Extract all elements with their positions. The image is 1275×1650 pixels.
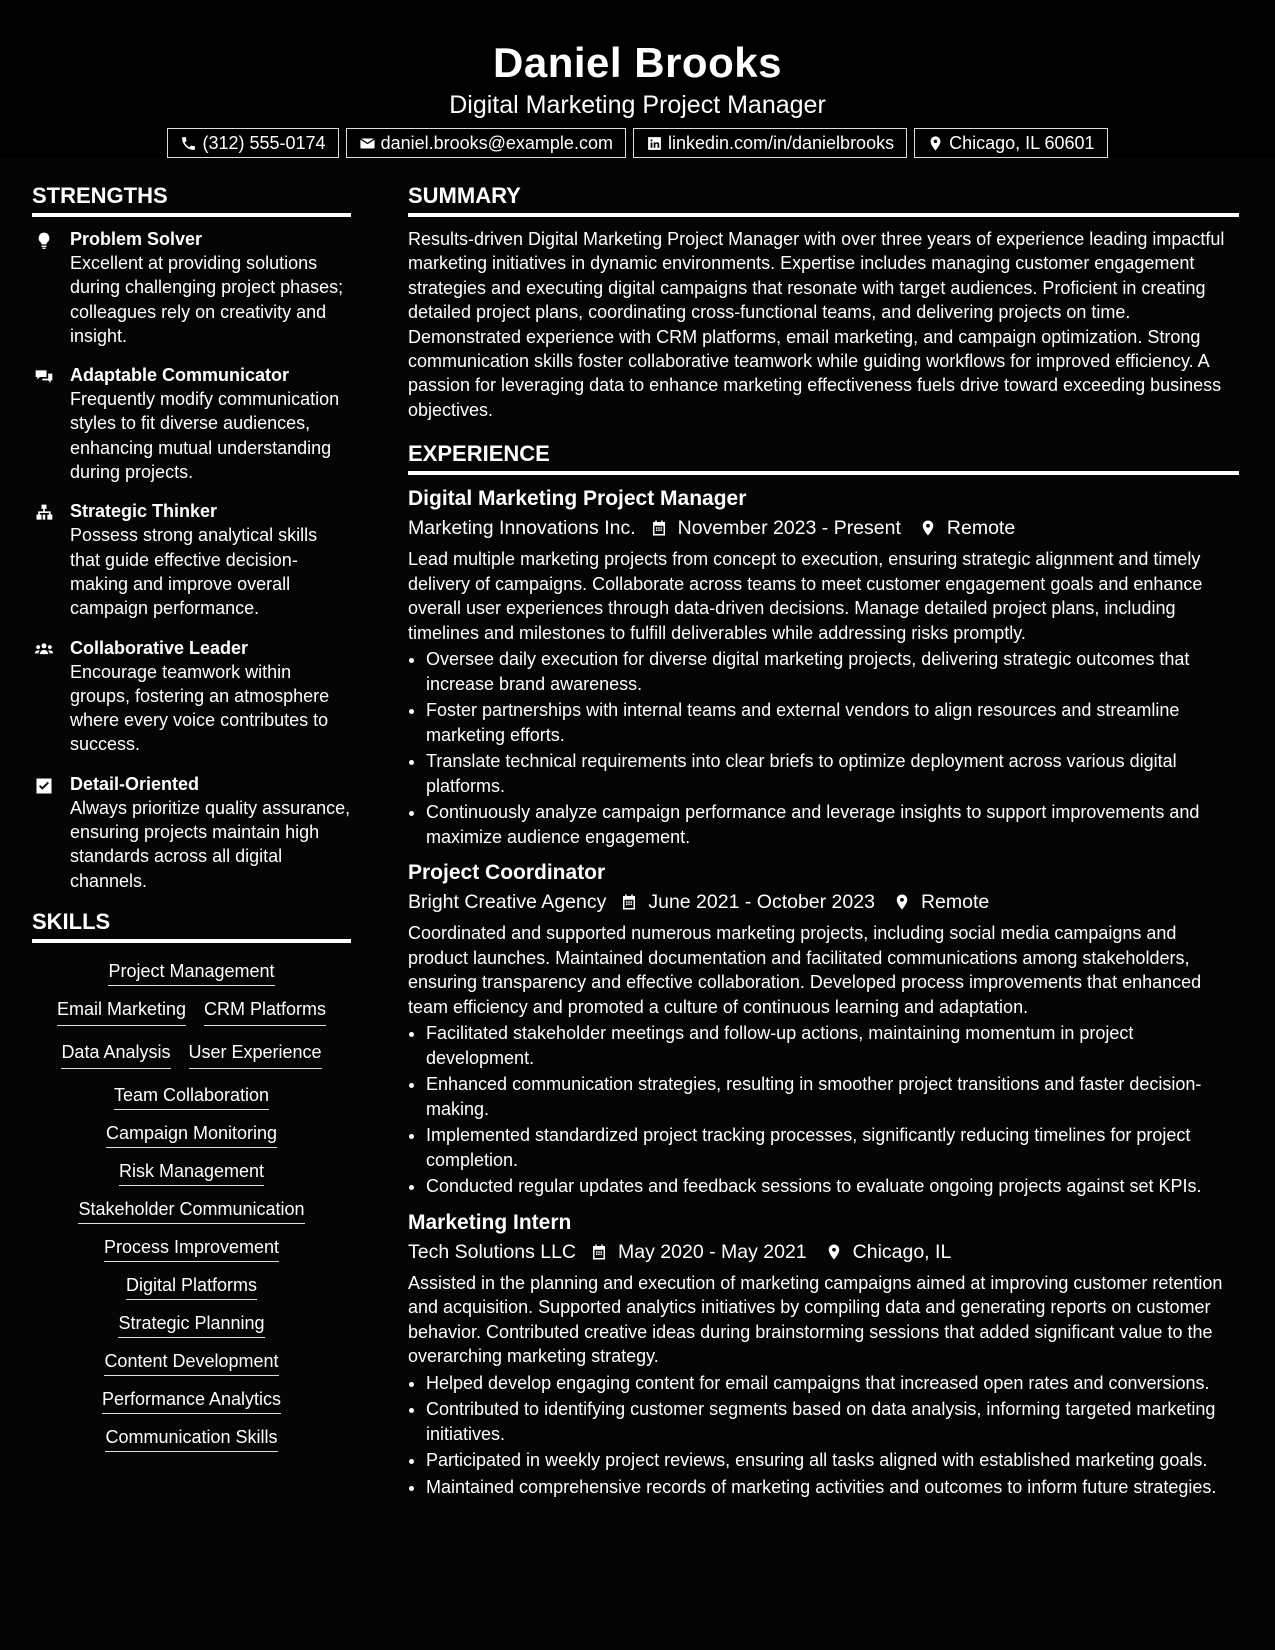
skill-tag: CRM Platforms	[204, 997, 326, 1026]
job-bullets	[408, 1371, 1239, 1500]
job-company: Tech Solutions LLC	[408, 1240, 577, 1263]
phone-icon	[180, 135, 197, 152]
calendar-icon	[620, 893, 638, 911]
skill-tag: Communication Skills	[105, 1427, 277, 1452]
job-title: Marketing Intern	[408, 1210, 572, 1234]
contact-phone[interactable]	[167, 128, 338, 158]
job-description: Lead multiple marketing projects from concept to execution, ensuring strategic alignment and timely delivery of campaigns. Collaborate across teams to meet customer engagement goals and enhance overall user experiences through data-driven decisions. Manage detailed project plans, including timelines and milestones to fulfill deliverables while addressing risks promptly.	[408, 549, 1203, 643]
strength-desc: Always prioritize quality assurance, ensuring projects maintain high standards across all digital channels.	[70, 797, 351, 891]
job-title: Project Coordinator	[408, 861, 606, 885]
contact-linkedin[interactable]	[633, 128, 907, 158]
bullet-item: • Conducted regular updates and feedback sessions to evaluate ongoing projects against set KPIs.	[426, 1174, 1239, 1199]
strength-desc: Frequently modify communication styles to fit diverse audiences, enhancing mutual understanding during projects.	[70, 389, 340, 483]
strength-item	[32, 227, 351, 348]
job-dates: May 2020 - May 2021	[618, 1240, 807, 1263]
chat-bubbles-icon	[34, 367, 54, 387]
skill-tag: Project Management	[108, 961, 274, 986]
resume-header	[0, 0, 1275, 153]
job-dates: November 2023 - Present	[677, 517, 901, 540]
contact-location	[914, 128, 1107, 158]
skill-tag: Team Collaboration	[114, 1085, 269, 1110]
contact-email-text: daniel.brooks@example.com	[380, 133, 613, 153]
left-column	[32, 182, 351, 1449]
job-location: Chicago, IL	[852, 1240, 952, 1263]
skill-tag: Strategic Planning	[118, 1313, 264, 1338]
skill-tag: Campaign Monitoring	[106, 1123, 277, 1148]
strength-desc: Possess strong analytical skills that guide effective decision-making and improve overall campaign performance.	[70, 525, 318, 619]
bullet-item: • Participated in weekly project reviews, ensuring all tasks aligned with established marketing goals.	[426, 1448, 1239, 1473]
contact-email[interactable]	[346, 128, 626, 158]
job-dates: June 2021 - October 2023	[648, 891, 875, 914]
job-bullets	[408, 647, 1239, 849]
summary-heading: SUMMARY	[408, 182, 1239, 217]
skill-tag: Risk Management	[119, 1161, 264, 1186]
job-meta	[408, 887, 1239, 917]
map-pin-icon	[825, 1243, 843, 1261]
experience-heading: EXPERIENCE	[408, 440, 1239, 475]
bullet-item: • Enhanced communication strategies, resulting in smoother project transitions and faster decision-making.	[426, 1072, 1239, 1121]
job-entry	[408, 485, 1239, 849]
strength-title: Adaptable Communicator	[70, 365, 290, 386]
bullet-item: • Implemented standardized project tracking processes, significantly reducing timelines for project completion.	[426, 1123, 1239, 1172]
strength-title: Detail-Oriented	[70, 773, 200, 794]
job-meta	[408, 513, 1239, 543]
skill-tag: Stakeholder Communication	[78, 1199, 304, 1224]
candidate-title: Digital Marketing Project Manager	[449, 91, 826, 119]
linkedin-icon	[646, 135, 663, 152]
bullet-item: • Facilitated stakeholder meetings and follow-up actions, maintaining momentum in project development.	[426, 1021, 1239, 1070]
envelope-icon	[359, 135, 376, 152]
strength-item	[32, 363, 351, 484]
bullet-item: • Oversee daily execution for diverse digital marketing projects, delivering strategic outcomes that increase brand awareness.	[426, 647, 1239, 696]
calendar-icon	[650, 519, 668, 537]
candidate-name: Daniel Brooks	[493, 39, 782, 86]
strength-item	[32, 499, 351, 620]
skill-tag: Digital Platforms	[126, 1275, 257, 1300]
strength-item	[32, 636, 351, 757]
calendar-icon	[590, 1243, 608, 1261]
skill-tag: Content Development	[104, 1351, 278, 1376]
strength-title: Strategic Thinker	[70, 501, 218, 522]
summary-text: Results-driven Digital Marketing Project Manager with over three years of experience leading impactful marketing initiatives in dynamic environments. Expertise includes managing customer engagement strategies and executing digital campaigns that resonate with target audiences. Proficient in creating detailed project plans, coordinating cross-functional teams, and delivering projects on time. Demonstrated experience with CRM platforms, email marketing, and campaign optimization. Strong communication skills foster collaborative teamwork while guiding workflows for improved efficiency. A passion for leveraging data to enhance marketing effectiveness fuels drive toward exceeding business objectives.	[408, 229, 1225, 420]
right-column	[408, 182, 1239, 1509]
job-bullets	[408, 1021, 1239, 1199]
contact-location-text: Chicago, IL 60601	[949, 133, 1095, 153]
job-company: Bright Creative Agency	[408, 891, 607, 914]
strengths-heading: STRENGTHS	[32, 182, 351, 217]
contact-bar	[0, 128, 1275, 158]
skill-tag: Process Improvement	[104, 1237, 279, 1262]
strength-item	[32, 772, 351, 893]
skill-tag: User Experience	[189, 1040, 322, 1069]
bullet-item: • Continuously analyze campaign performance and leverage insights to support improvements and maximize audience engagement.	[426, 800, 1239, 849]
strength-desc: Excellent at providing solutions during challenging project phases; colleagues rely on creativity and insight.	[70, 253, 344, 346]
job-company: Marketing Innovations Inc.	[408, 517, 636, 540]
map-pin-icon	[893, 893, 911, 911]
job-entry	[408, 859, 1239, 1199]
bullet-item: • Helped develop engaging content for email campaigns that increased open rates and conversions.	[426, 1371, 1239, 1396]
strength-desc: Encourage teamwork within groups, fostering an atmosphere where every voice contributes to success.	[70, 661, 330, 755]
map-pin-icon	[919, 519, 937, 537]
strength-title: Problem Solver	[70, 229, 203, 249]
job-location: Remote	[920, 891, 990, 914]
contact-phone-text: (312) 555-0174	[202, 133, 326, 153]
skill-tag: Email Marketing	[57, 997, 186, 1026]
job-title: Digital Marketing Project Manager	[408, 487, 747, 511]
skills-heading: SKILLS	[32, 908, 351, 943]
strength-title: Collaborative Leader	[70, 637, 249, 658]
checkbox-icon	[34, 776, 54, 796]
job-meta	[408, 1237, 1239, 1267]
job-location: Remote	[946, 517, 1016, 540]
bullet-item: • Maintained comprehensive records of marketing activities and outcomes to inform future strategies.	[426, 1475, 1239, 1500]
map-pin-icon	[927, 135, 944, 152]
bullet-item: • Contributed to identifying customer segments based on data analysis, informing targeted marketing initiatives.	[426, 1397, 1239, 1446]
sitemap-icon	[34, 503, 54, 523]
job-description: Coordinated and supported numerous marketing projects, including social media campaigns and product launches. Maintained documentation and facilitated communications among stakeholders, ensuring transparency and effective collaboration. Developed process improvements that enhanced team efficiency and promoted a culture of continuous learning and adaptation.	[408, 923, 1202, 1017]
lightbulb-icon	[34, 231, 54, 251]
job-entry	[408, 1209, 1239, 1500]
bullet-item: • Foster partnerships with internal teams and external vendors to align resources and streamline marketing efforts.	[426, 698, 1239, 747]
users-icon	[34, 640, 54, 660]
skills-list	[32, 953, 351, 1449]
bullet-item: • Translate technical requirements into clear briefs to optimize deployment across various digital platforms.	[426, 749, 1239, 798]
skill-tag: Data Analysis	[61, 1040, 170, 1069]
skill-tag: Performance Analytics	[102, 1389, 281, 1414]
contact-linkedin-text: linkedin.com/in/danielbrooks	[667, 133, 895, 153]
job-description: Assisted in the planning and execution of marketing campaigns aimed at improving customer retention and acquisition. Supported analytics initiatives by compiling data and generating reports on customer behavior. Contributed creative ideas during brainstorming sessions that added significant value to the overarching marketing strategy.	[408, 1272, 1223, 1367]
